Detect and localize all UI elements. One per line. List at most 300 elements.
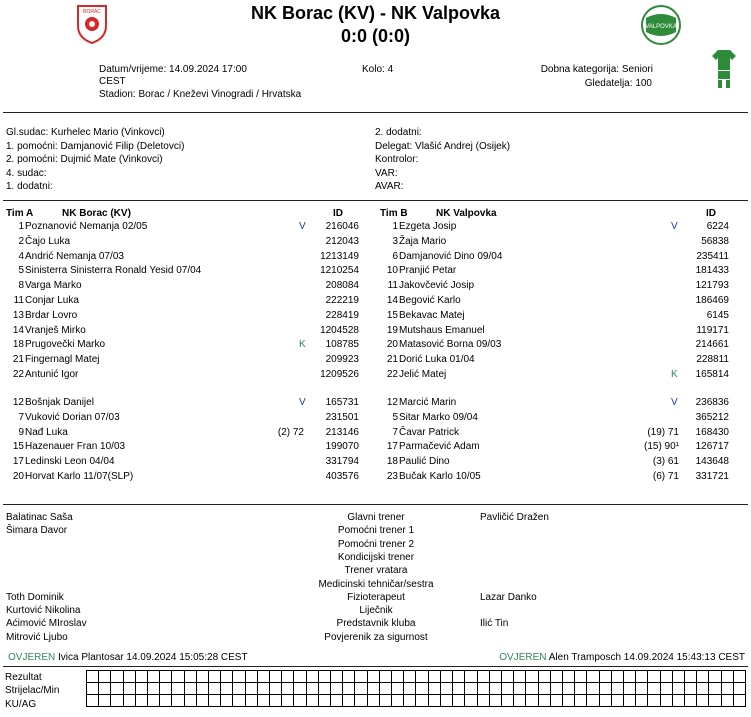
verified-text-right: Alen Tramposch 14.09.2024 15:43:13 CEST xyxy=(548,652,745,663)
result-grid-cell xyxy=(672,671,684,683)
staff-team-a: Mitrović Ljubo xyxy=(6,631,68,643)
player-name: Begović Karlo xyxy=(399,295,461,306)
result-grid-cell xyxy=(526,671,538,683)
player-name: Sinisterra Sinisterra Ronald Yesid 07/04 xyxy=(25,265,202,277)
player-number: 5 xyxy=(18,265,24,277)
player-name: Pranjić Petar xyxy=(399,265,457,277)
result-grid-cell xyxy=(257,695,269,707)
staff-team-a: Kurtović Nikolina xyxy=(6,605,81,617)
result-grid-cell xyxy=(453,695,465,707)
player-number: 13 xyxy=(12,309,24,321)
player-name: Bekavac Matej xyxy=(399,309,465,321)
player-id: 199070 xyxy=(325,441,359,453)
result-grid-cell xyxy=(172,695,184,707)
stadium-value: Borac / Kneževi Vinogradi / Hrvatska xyxy=(138,89,302,100)
result-grid-cell xyxy=(404,695,416,707)
result-grid-cell xyxy=(135,671,147,683)
player-id: 403576 xyxy=(325,471,359,482)
player-number: 14 xyxy=(386,295,398,306)
result-grid-cell xyxy=(379,683,391,695)
player-number: 20 xyxy=(386,339,398,351)
official-left: 4. sudac: xyxy=(6,167,47,179)
scorer-row-label: Strijelac/Min xyxy=(5,685,60,696)
result-grid-cell xyxy=(404,683,416,695)
result-grid-cell xyxy=(440,695,452,707)
result-grid-row xyxy=(87,683,746,695)
result-grid-cell xyxy=(489,671,501,683)
player-number: 18 xyxy=(386,456,398,468)
stadium-row xyxy=(99,89,301,100)
result-grid-cell xyxy=(270,683,282,695)
official-left: 2. pomoćni: Dujmić Mate (Vinkovci) xyxy=(6,154,163,165)
result-grid-cell xyxy=(599,695,611,707)
player-id: 231501 xyxy=(325,411,359,423)
result-grid-cell xyxy=(562,683,574,695)
player-number: 21 xyxy=(12,354,24,366)
result-grid-cell xyxy=(135,695,147,707)
spectators-row xyxy=(585,78,652,89)
player-number: 1 xyxy=(392,221,398,232)
verified-label-right: OVJEREN xyxy=(499,652,547,663)
player-id: 228419 xyxy=(325,309,359,321)
player-id: 126717 xyxy=(695,441,729,453)
result-grid-cell xyxy=(270,671,282,683)
result-grid-cell xyxy=(538,683,550,695)
result-grid-cell xyxy=(148,695,160,707)
substitution-info: (6) 71 xyxy=(652,471,679,482)
result-grid-cell xyxy=(453,671,465,683)
result-grid-cell xyxy=(245,683,257,695)
ku-ag-row-label: KU/AG xyxy=(5,699,37,710)
result-grid-cell xyxy=(416,671,428,683)
player-id: 119171 xyxy=(696,324,729,336)
round-row xyxy=(362,64,393,75)
verification-right xyxy=(499,652,745,663)
result-grid-cell xyxy=(331,695,343,707)
result-grid-cell xyxy=(575,683,587,695)
result-grid-cell xyxy=(196,671,208,683)
player-number: 5 xyxy=(392,411,398,423)
result-grid-cell xyxy=(562,671,574,683)
result-grid-cell xyxy=(172,683,184,695)
result-grid-cell xyxy=(623,671,635,683)
player-id: 236836 xyxy=(695,397,729,408)
result-grid-cell xyxy=(245,695,257,707)
result-grid-cell xyxy=(148,671,160,683)
result-grid-cell xyxy=(367,683,379,695)
result-grid-cell xyxy=(245,671,257,683)
player-number: 23 xyxy=(386,471,398,482)
result-grid-cell xyxy=(367,695,379,707)
stadium-label: Stadion: xyxy=(99,89,136,100)
timezone: CEST xyxy=(99,76,126,87)
result-grid-cell xyxy=(465,683,477,695)
result-grid-cell xyxy=(233,695,245,707)
player-number: 7 xyxy=(392,426,398,438)
staff-team-a: Balatinac Saša xyxy=(6,512,73,523)
result-grid-cell xyxy=(575,671,587,683)
result-grid-cell xyxy=(550,671,562,683)
result-grid-cell xyxy=(636,683,648,695)
player-id: 1204528 xyxy=(320,324,359,336)
result-grid-cell xyxy=(660,671,672,683)
result-grid-cell xyxy=(477,695,489,707)
result-grid-cell xyxy=(636,695,648,707)
result-grid-cell xyxy=(538,671,550,683)
result-grid-cell xyxy=(611,683,623,695)
staff-role: Pomoćni trener 1 xyxy=(337,525,415,537)
result-grid-cell xyxy=(282,671,294,683)
result-grid-cell xyxy=(221,683,233,695)
result-grid-cell xyxy=(721,671,733,683)
result-grid-cell xyxy=(514,683,526,695)
team-b-name: NK Valpovka xyxy=(436,208,497,219)
result-grid-cell xyxy=(392,695,404,707)
result-grid-cell xyxy=(184,671,196,683)
team-a-logo-text: BORAC xyxy=(83,9,101,15)
result-grid-cell xyxy=(99,695,111,707)
result-grid-cell xyxy=(684,683,696,695)
player-id: 181433 xyxy=(695,265,729,277)
result-grid-cell xyxy=(294,671,306,683)
player-name: Mutshaus Emanuel xyxy=(399,324,485,336)
official-left: 1. pomoćni: Damjanović Filip (Deletovci) xyxy=(6,140,185,152)
result-grid-cell xyxy=(392,683,404,695)
result-grid-cell xyxy=(392,671,404,683)
player-number: 11 xyxy=(13,295,24,306)
result-grid-cell xyxy=(562,695,574,707)
result-grid-cell xyxy=(343,671,355,683)
player-name: Matasović Borna 09/03 xyxy=(399,339,502,351)
result-grid-cell xyxy=(611,671,623,683)
result-grid-cell xyxy=(160,671,172,683)
staff-team-a: Aćimović MIroslav xyxy=(6,618,87,630)
staff-role: Medicinski tehničar/sestra xyxy=(318,578,434,590)
result-grid-cell xyxy=(648,695,660,707)
team-b-label: Tim B xyxy=(380,208,408,219)
staff-role: Trener vratara xyxy=(344,565,408,577)
result-grid-cell xyxy=(684,695,696,707)
player-name: Vranješ Mirko xyxy=(25,324,86,336)
player-name: Parmačević Adam xyxy=(399,441,480,453)
result-grid-cell xyxy=(550,683,562,695)
result-grid-cell xyxy=(404,671,416,683)
result-grid-cell xyxy=(318,671,330,683)
result-grid-cell xyxy=(172,671,184,683)
player-name: Čavar Patrick xyxy=(399,426,460,438)
substitution-info: (2) 72 xyxy=(277,426,304,438)
result-grid-cell xyxy=(294,683,306,695)
player-name: Hazenauer Fran 10/03 xyxy=(25,441,126,453)
divider-officials xyxy=(3,200,748,201)
player-number: 22 xyxy=(12,369,24,380)
result-grid-cell xyxy=(257,671,269,683)
official-left: Gl.sudac: Kurhelec Mario (Vinkovci) xyxy=(6,127,165,138)
result-grid-cell xyxy=(123,695,135,707)
result-grid-cell xyxy=(428,683,440,695)
player-number: 4 xyxy=(18,250,24,262)
official-right: 2. dodatni: xyxy=(375,127,422,138)
jersey-icon xyxy=(711,48,737,90)
player-name: Vuković Dorian 07/03 xyxy=(25,411,120,423)
player-name: Dorić Luka 01/04 xyxy=(399,354,475,366)
player-number: 21 xyxy=(386,354,398,366)
result-grid-cell xyxy=(514,671,526,683)
result-grid-cell xyxy=(501,683,513,695)
result-grid-cell xyxy=(721,683,733,695)
result-grid-cell xyxy=(477,671,489,683)
result-grid-cell xyxy=(526,683,538,695)
result-grid-cell xyxy=(343,683,355,695)
category-row xyxy=(541,64,653,75)
team-b-title: NK Valpovka xyxy=(391,3,501,23)
verified-text-left: Ivica Plantosar 14.09.2024 15:05:28 CEST xyxy=(58,652,248,663)
result-grid-cell xyxy=(489,683,501,695)
result-grid-cell xyxy=(611,695,623,707)
result-grid-cell xyxy=(587,683,599,695)
player-number: 17 xyxy=(386,441,398,453)
result-grid-cell xyxy=(501,695,513,707)
result-grid-cell xyxy=(623,695,635,707)
result-grid-cell xyxy=(209,683,221,695)
staff-team-b: Pavličić Dražen xyxy=(480,512,549,523)
result-grid-cell xyxy=(587,695,599,707)
player-number: 12 xyxy=(12,397,24,408)
staff-team-a: Šimara Davor xyxy=(6,525,68,537)
result-grid xyxy=(86,670,746,707)
result-grid-cell xyxy=(697,671,709,683)
title-separator: - xyxy=(379,3,386,23)
player-number: 14 xyxy=(12,324,24,336)
result-grid-cell xyxy=(294,695,306,707)
team-b-logo-text: VALPOVKA xyxy=(645,24,677,30)
result-grid-cell xyxy=(367,671,379,683)
staff-team-a: Toth Dominik xyxy=(6,591,64,603)
player-name: Horvat Karlo 11/07(SLP) xyxy=(25,471,134,482)
datetime-row xyxy=(99,64,247,75)
player-id: 222219 xyxy=(325,295,359,306)
result-grid-cell xyxy=(501,671,513,683)
result-grid-cell xyxy=(733,683,745,695)
player-number: 17 xyxy=(12,456,24,468)
result-grid-cell xyxy=(184,683,196,695)
result-grid-cell xyxy=(733,671,745,683)
result-grid-cell xyxy=(196,695,208,707)
player-number: 1 xyxy=(18,221,24,232)
goalkeeper-mark: V xyxy=(671,221,678,232)
player-number: 7 xyxy=(18,411,24,423)
player-number: 2 xyxy=(18,235,24,247)
result-grid-cell xyxy=(257,683,269,695)
player-id: 235411 xyxy=(696,250,729,262)
player-id: 213146 xyxy=(325,426,359,438)
result-grid-cell xyxy=(160,695,172,707)
team-a-id-header: ID xyxy=(333,208,343,219)
player-name: Prugovečki Marko xyxy=(25,339,106,351)
divider-top xyxy=(3,112,748,113)
player-name: Marcić Marin xyxy=(399,397,457,408)
result-grid-cell xyxy=(318,695,330,707)
result-grid-cell xyxy=(233,671,245,683)
result-grid-cell xyxy=(477,683,489,695)
result-grid-cell xyxy=(306,695,318,707)
result-grid-cell xyxy=(99,671,111,683)
result-grid-row xyxy=(87,695,746,707)
player-number: 9 xyxy=(18,426,24,438)
result-grid-cell xyxy=(660,683,672,695)
result-grid-cell xyxy=(684,671,696,683)
match-score: 0:0 (0:0) xyxy=(340,26,411,46)
result-grid-cell xyxy=(648,683,660,695)
spectators-label: Gledatelja: xyxy=(584,78,633,89)
player-name: Sitar Marko 09/04 xyxy=(399,411,478,423)
result-grid-cell xyxy=(270,695,282,707)
player-number: 10 xyxy=(386,265,398,277)
result-grid-cell xyxy=(135,683,147,695)
result-grid-cell xyxy=(355,683,367,695)
player-number: 15 xyxy=(12,441,24,453)
result-grid-cell xyxy=(648,671,660,683)
staff-role: Povjerenik za sigurnost xyxy=(324,631,428,643)
result-grid-cell xyxy=(709,683,721,695)
result-grid-cell xyxy=(87,683,99,695)
official-left: 1. dodatni: xyxy=(6,181,53,192)
player-name: Brdar Lovro xyxy=(25,309,78,321)
player-name: Jelić Matej xyxy=(399,369,447,380)
player-id: 165731 xyxy=(325,397,359,408)
result-grid-cell xyxy=(514,695,526,707)
player-name: Andrić Nemanja 07/03 xyxy=(25,250,124,262)
result-grid-cell xyxy=(184,695,196,707)
result-grid-cell xyxy=(282,683,294,695)
player-number: 6 xyxy=(392,250,398,262)
result-grid-cell xyxy=(416,683,428,695)
player-number: 11 xyxy=(387,280,398,292)
result-grid-cell xyxy=(550,695,562,707)
staff-role: Fizioterapeut xyxy=(347,591,405,603)
result-grid-cell xyxy=(331,683,343,695)
result-grid-cell xyxy=(526,695,538,707)
result-grid-cell xyxy=(355,695,367,707)
result-grid-cell xyxy=(416,695,428,707)
goalkeeper-mark: V xyxy=(671,397,678,408)
result-grid-cell xyxy=(428,695,440,707)
official-right: Kontrolor: xyxy=(375,154,419,165)
player-name: Conjar Luka xyxy=(25,295,79,306)
verified-label-left: OVJEREN xyxy=(8,652,56,663)
result-grid-cell xyxy=(709,695,721,707)
player-number: 8 xyxy=(18,280,24,292)
player-id: 214661 xyxy=(695,339,729,351)
result-grid-cell xyxy=(599,671,611,683)
official-right: AVAR: xyxy=(375,181,404,192)
result-grid-cell xyxy=(453,683,465,695)
player-name: Poznanović Nemanja 02/05 xyxy=(25,221,148,232)
result-grid-cell xyxy=(111,695,123,707)
player-id: 365212 xyxy=(695,411,729,423)
player-id: 1209526 xyxy=(320,369,359,380)
result-grid-cell xyxy=(306,671,318,683)
player-id: 121793 xyxy=(695,280,729,292)
player-name: Antunić Igor xyxy=(25,369,79,380)
team-b-id-header: ID xyxy=(706,208,716,219)
player-id: 143648 xyxy=(695,456,729,468)
player-id: 108785 xyxy=(325,339,359,351)
player-id: 6224 xyxy=(706,221,729,232)
player-name: Bučak Karlo 10/05 xyxy=(399,471,481,482)
result-grid-cell xyxy=(709,671,721,683)
player-name: Žaja Mario xyxy=(399,235,447,247)
result-grid-cell xyxy=(87,695,99,707)
round-value: 4 xyxy=(387,64,394,75)
result-grid-cell xyxy=(379,695,391,707)
category-label: Dobna kategorija: xyxy=(540,64,620,75)
player-number: 15 xyxy=(386,309,398,321)
result-grid-cell xyxy=(111,671,123,683)
result-grid-cell xyxy=(721,695,733,707)
player-number: 3 xyxy=(392,235,398,247)
player-name: Bošnjak Danijel xyxy=(25,397,94,408)
player-id: 6145 xyxy=(706,309,729,321)
player-id: 212043 xyxy=(325,235,359,247)
player-id: 186469 xyxy=(695,295,729,306)
player-id: 216046 xyxy=(325,221,359,232)
player-number: 18 xyxy=(12,339,24,351)
player-name: Ezgeta Josip xyxy=(399,221,457,232)
team-a-label: Tim A xyxy=(6,208,34,219)
result-grid-cell xyxy=(440,683,452,695)
substitution-info: (15) 90¹ xyxy=(643,441,679,453)
player-id: 1210254 xyxy=(320,265,359,277)
result-grid-cell xyxy=(538,695,550,707)
player-number: 12 xyxy=(386,397,398,408)
result-grid-cell xyxy=(697,695,709,707)
player-name: Damjanović Dino 09/04 xyxy=(399,250,503,262)
team-a-name: NK Borac (KV) xyxy=(62,208,131,219)
result-grid-cell xyxy=(331,671,343,683)
player-id: 56838 xyxy=(701,235,729,247)
result-grid-cell xyxy=(733,695,745,707)
player-number: 19 xyxy=(386,324,398,336)
result-grid-cell xyxy=(489,695,501,707)
result-grid-cell xyxy=(465,695,477,707)
player-id: 168430 xyxy=(695,426,729,438)
official-right: VAR: xyxy=(375,167,398,179)
staff-role: Predstavnik kluba xyxy=(336,618,416,630)
result-grid-cell xyxy=(233,683,245,695)
player-name: Jakovčević Josip xyxy=(399,280,475,292)
player-name: Nađ Luka xyxy=(25,426,68,438)
result-grid-cell xyxy=(196,683,208,695)
result-grid-cell xyxy=(660,695,672,707)
result-grid-cell xyxy=(209,671,221,683)
result-grid-cell xyxy=(123,671,135,683)
divider-roster xyxy=(3,504,748,505)
match-title xyxy=(0,3,751,24)
captain-mark: K xyxy=(671,369,678,380)
result-grid-cell xyxy=(221,695,233,707)
substitution-info: (19) 71 xyxy=(647,426,679,438)
result-grid-cell xyxy=(697,683,709,695)
result-row-label: Rezultat xyxy=(5,672,42,683)
result-grid-cell xyxy=(306,683,318,695)
round-label: Kolo: xyxy=(362,64,385,75)
player-name: Fingernagl Matej xyxy=(25,354,100,366)
player-name: Čajo Luka xyxy=(25,235,71,247)
team-a-title: NK Borac (KV) xyxy=(250,3,375,23)
staff-role: Glavni trener xyxy=(347,512,405,523)
divider-bottom xyxy=(3,666,748,667)
